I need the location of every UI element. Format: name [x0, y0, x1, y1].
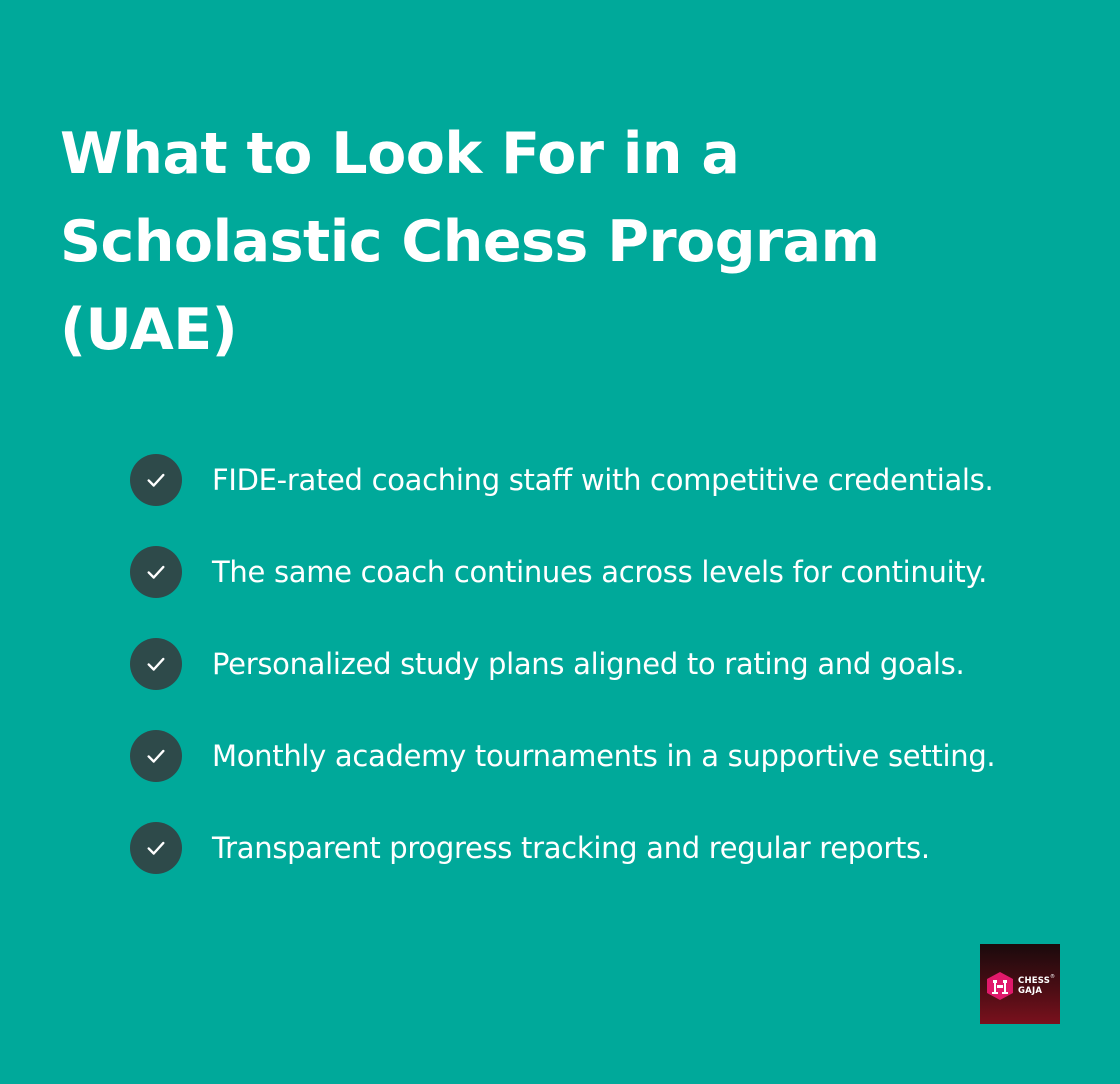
- checklist-item: [130, 546, 995, 598]
- logo-text: [1018, 976, 1050, 996]
- check-icon: [130, 730, 182, 782]
- chess-gaja-logo-icon: [985, 971, 1015, 1001]
- registered-mark: ®: [1050, 974, 1055, 980]
- page-title: What to Look For in a Scholastic Chess Program (UAE): [60, 121, 880, 363]
- checklist-item-text: Personalized study plans aligned to rating and goals.: [212, 647, 965, 681]
- checklist-item: [130, 730, 995, 782]
- check-icon: [130, 454, 182, 506]
- checklist-item: [130, 638, 995, 690]
- checklist-item: [130, 454, 995, 506]
- checklist: [130, 454, 995, 874]
- checklist-item-text: Monthly academy tournaments in a supportive setting.: [212, 739, 996, 773]
- checklist-item-text: The same coach continues across levels for continuity.: [212, 555, 988, 589]
- chess-gaja-logo: [980, 944, 1060, 1024]
- checklist-item-text: Transparent progress tracking and regular reports.: [212, 831, 930, 865]
- checklist-item-text: FIDE-rated coaching staff with competitive credentials.: [212, 463, 994, 497]
- check-icon: [130, 638, 182, 690]
- logo-text-line1: CHESS: [1018, 976, 1051, 986]
- check-icon: [130, 546, 182, 598]
- check-icon: [130, 822, 182, 874]
- logo-text-line2: GAJA: [1018, 986, 1043, 996]
- checklist-item: [130, 822, 995, 874]
